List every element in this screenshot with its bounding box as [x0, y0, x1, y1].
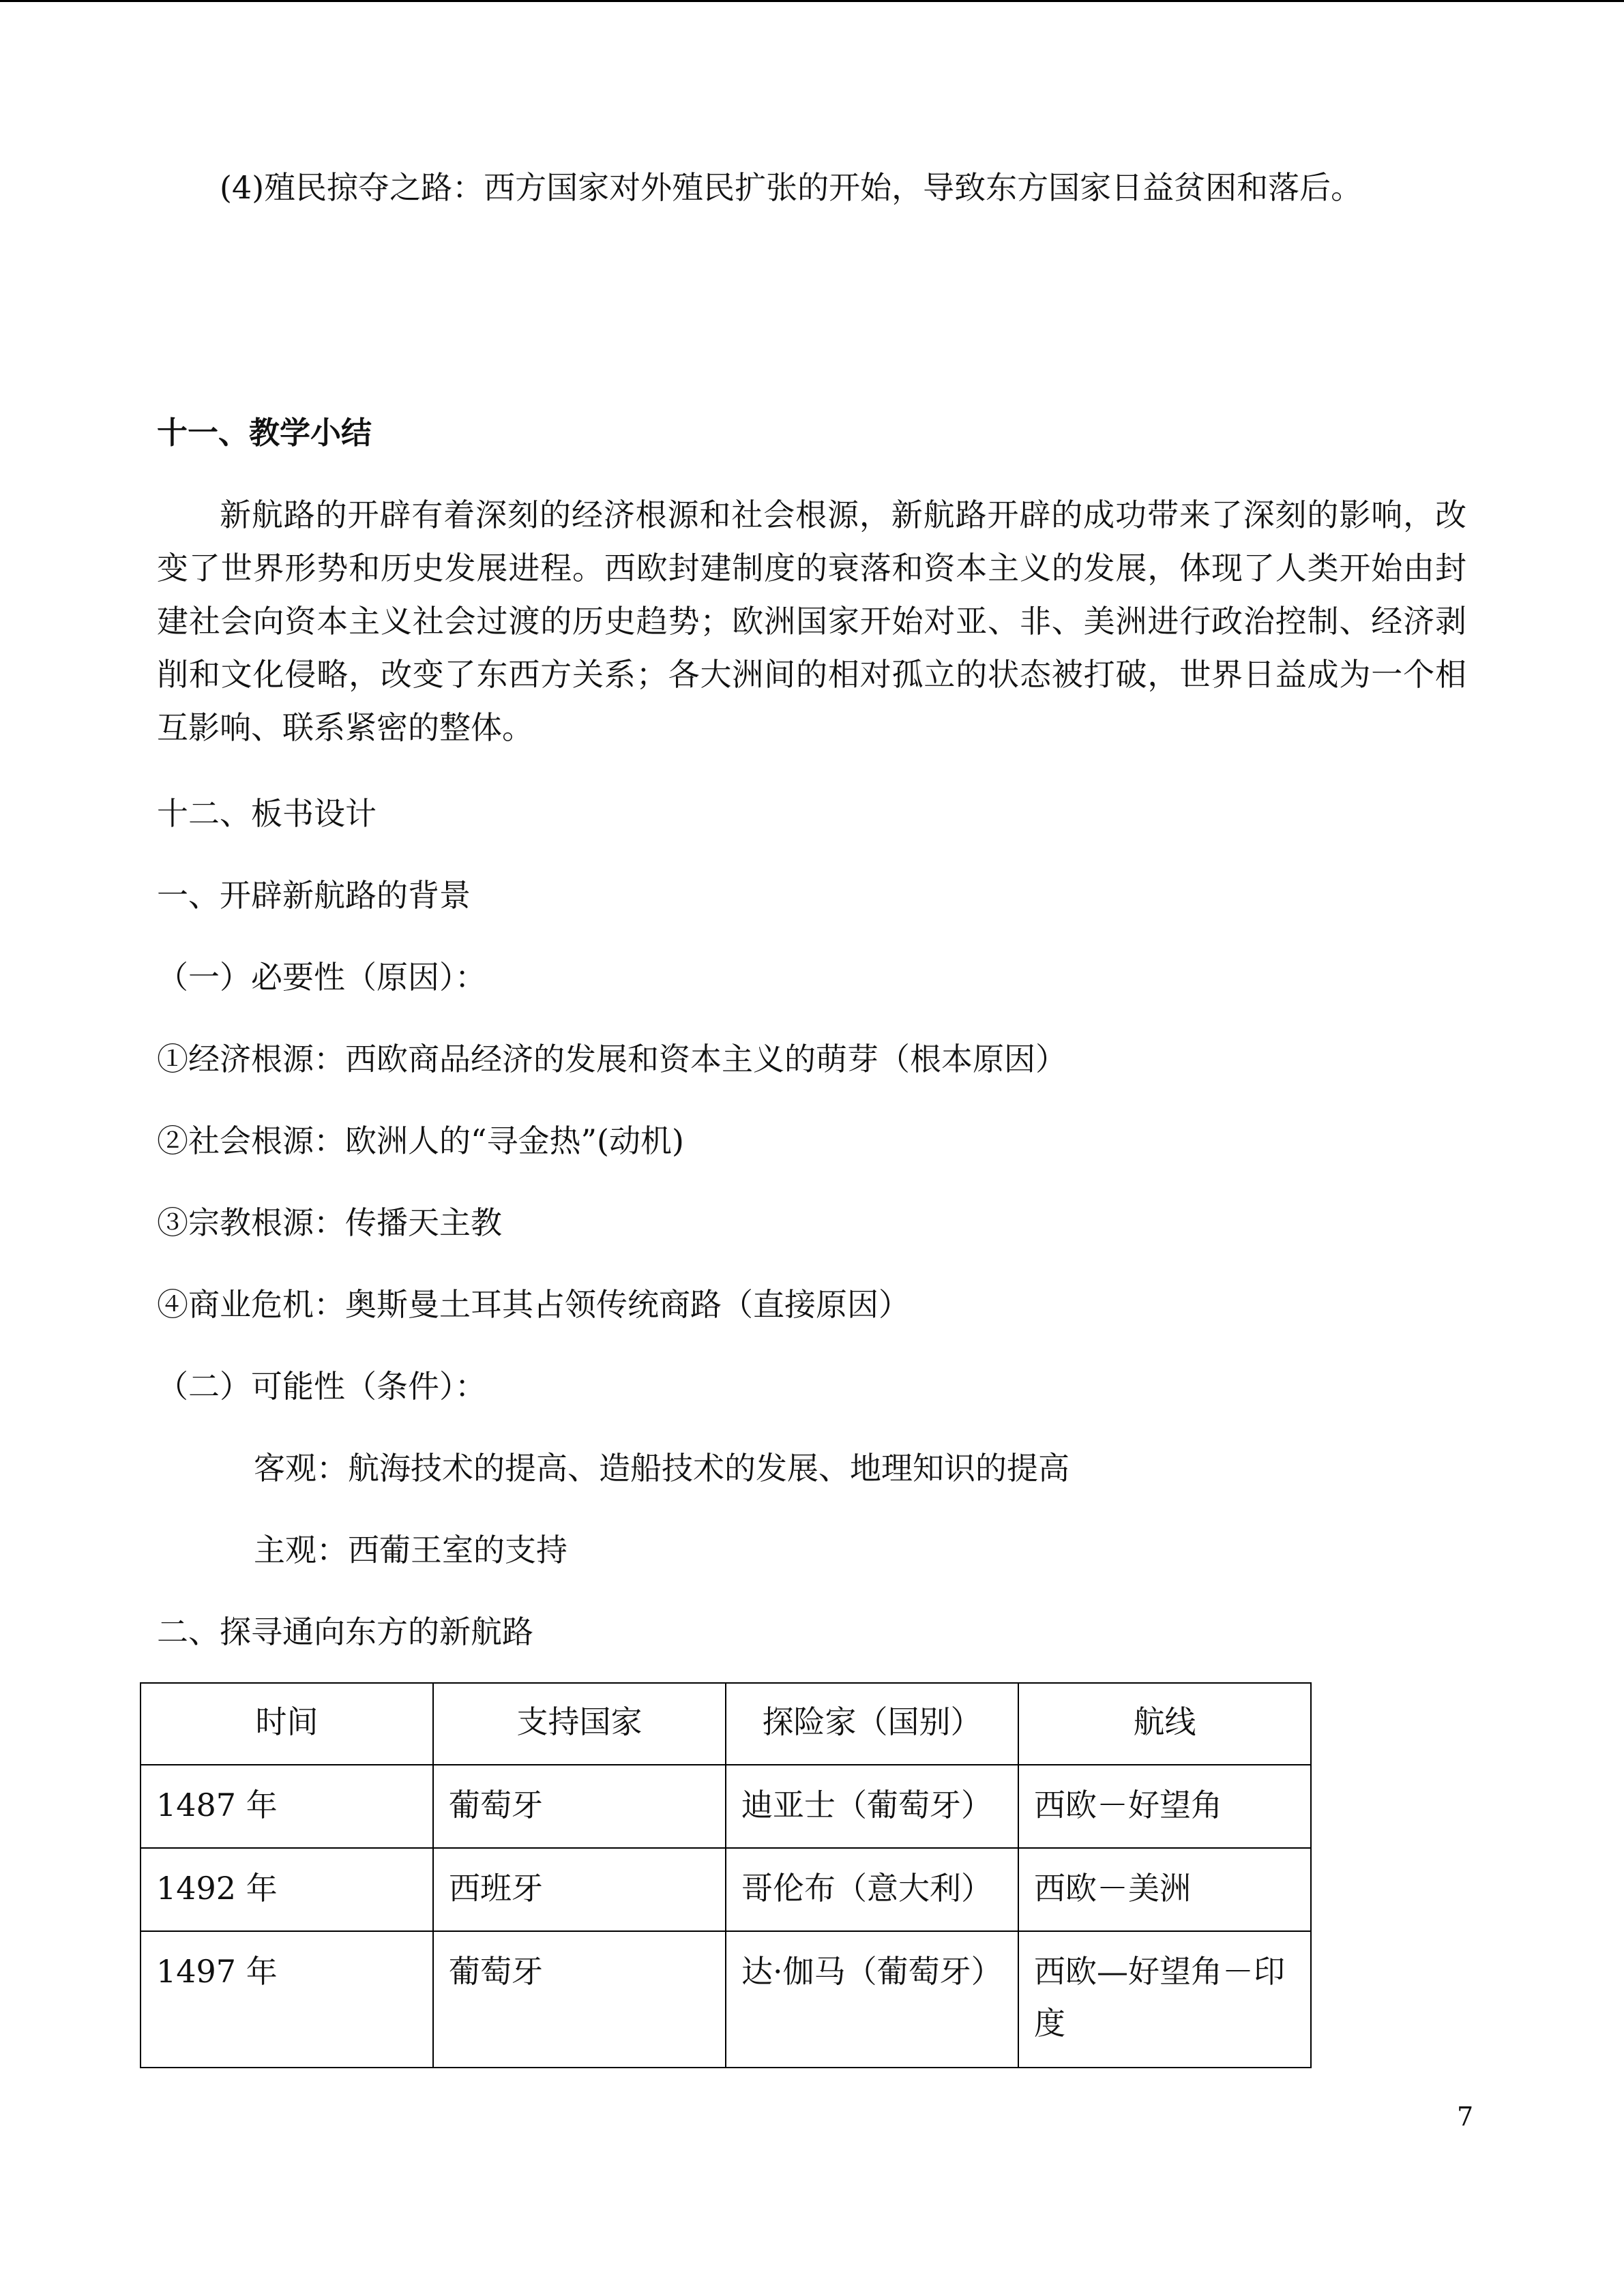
summary-paragraph: 新航路的开辟有着深刻的经济根源和社会根源，新航路开辟的成功带来了深刻的影响，改变了世界形势和历史发展进程。西欧封建制度的衰落和资本主义的发展，体现了人类开始由封建社会向资本主义社会过渡的历史趋势；欧洲国家开始对亚、非、美洲进行政治控制、经济剥削和文化侵略，改变了东西方关系；各大洲间的相对孤立的状态被打破，世界日益成为一个相互影响、联系紧密的整体。: [157, 496, 1466, 746]
reason-1: ①经济根源：西欧商品经济的发展和资本主义的萌芽（根本原因）: [157, 1041, 1067, 1077]
cell-explorer: 达·伽马（葡萄牙）: [726, 1931, 1018, 2068]
possibility-heading: （二）可能性（条件）：: [157, 1368, 486, 1405]
header-route: 航线: [1018, 1683, 1311, 1765]
table-row: [141, 1765, 1311, 1848]
table-row: [141, 1848, 1311, 1931]
cell-route: 西欧—好望角－印度: [1018, 1931, 1311, 2068]
table-header-row: [141, 1683, 1311, 1765]
section-11-heading: 十一、教学小结: [157, 415, 372, 451]
cell-time: 1487 年: [141, 1765, 433, 1848]
header-time: 时间: [141, 1683, 433, 1765]
header-country: 支持国家: [433, 1683, 726, 1765]
cell-explorer: 迪亚士（葡萄牙）: [726, 1765, 1018, 1848]
cell-time: 1497 年: [141, 1931, 433, 2068]
header-explorer: 探险家（国别）: [726, 1683, 1018, 1765]
cell-explorer: 哥伦布（意大利）: [726, 1848, 1018, 1931]
cell-country: 葡萄牙: [433, 1765, 726, 1848]
page-top-border: [0, 0, 1624, 2]
cell-route: 西欧－美洲: [1018, 1848, 1311, 1931]
table-row: [141, 1931, 1311, 2068]
cell-route: 西欧－好望角: [1018, 1765, 1311, 1848]
reason-3: ③宗教根源：传播天主教: [157, 1204, 502, 1241]
reason-4: ④商业危机：奥斯曼土耳其占领传统商路（直接原因）: [157, 1286, 910, 1323]
cell-country: 葡萄牙: [433, 1931, 726, 2068]
reason-2: ②社会根源：欧洲人的“寻金热”(动机): [157, 1122, 684, 1159]
page-number: 7: [1457, 2102, 1474, 2132]
voyages-table: [140, 1682, 1312, 2068]
part-1-heading: 一、开辟新航路的背景: [157, 877, 471, 914]
section-12-heading: 十二、板书设计: [157, 795, 377, 832]
necessity-heading: （一）必要性（原因）：: [157, 959, 486, 996]
cell-country: 西班牙: [433, 1848, 726, 1931]
cell-time: 1492 年: [141, 1848, 433, 1931]
part-2-heading: 二、探寻通向东方的新航路: [157, 1613, 533, 1650]
item-4-text: (4)殖民掠夺之路：西方国家对外殖民扩张的开始，导致东方国家日益贫困和落后。: [220, 169, 1363, 206]
subjective-condition: 主观：西葡王室的支持: [254, 1532, 567, 1568]
objective-condition: 客观：航海技术的提高、造船技术的发展、地理知识的提高: [254, 1450, 1069, 1487]
